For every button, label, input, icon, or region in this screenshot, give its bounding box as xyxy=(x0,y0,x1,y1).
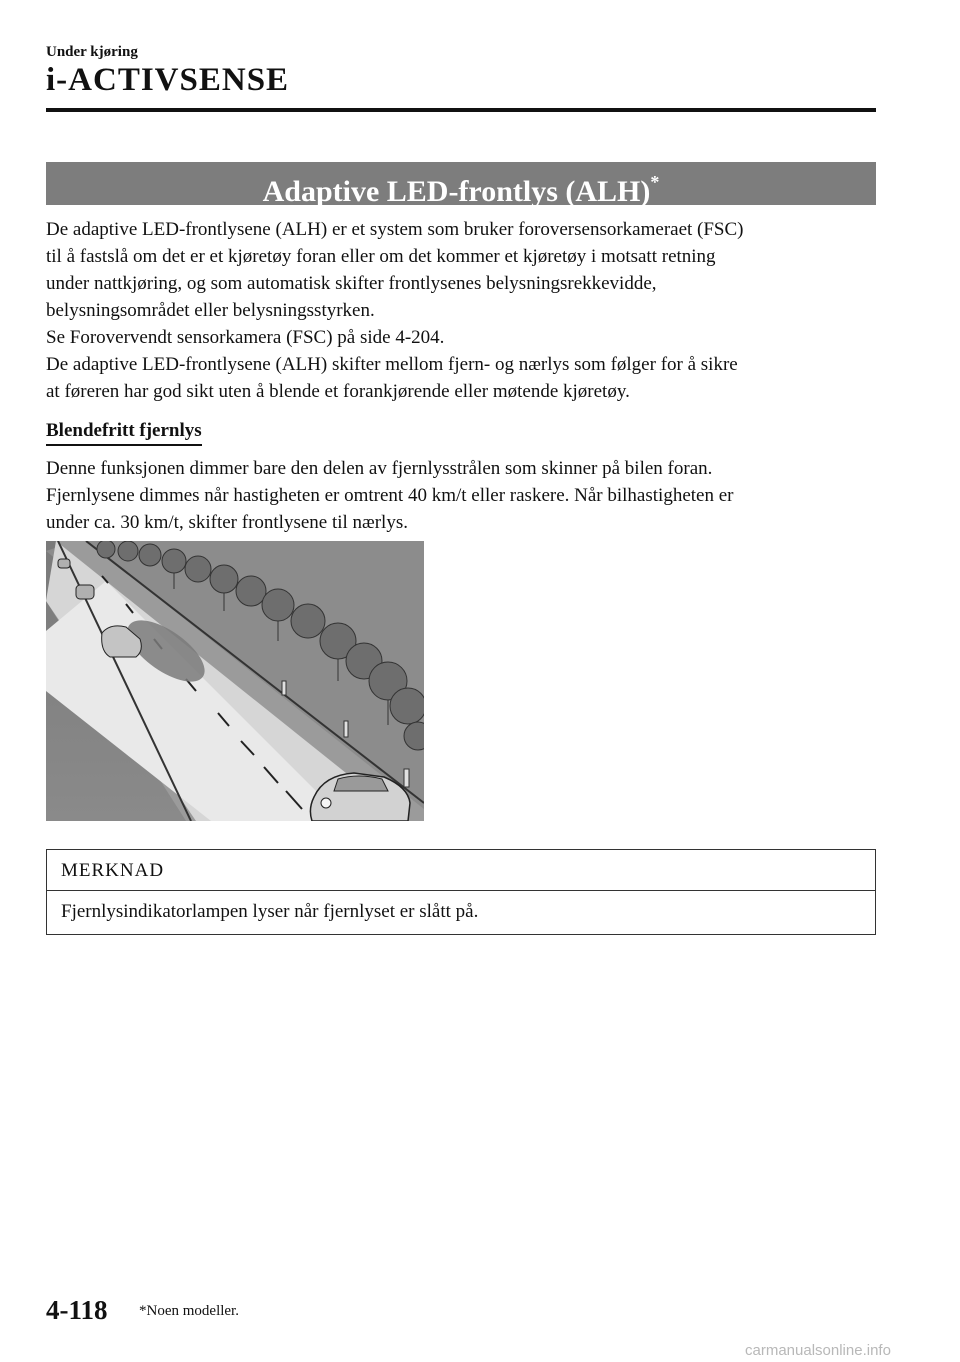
text-line: De adaptive LED-frontlysene (ALH) skifter mellom fjern- og nærlys som følger for å sikre xyxy=(46,354,738,375)
note-text: Fjernlysindikatorlampen lyser når fjernlyset er slått på. xyxy=(61,901,479,922)
text-line: at føreren har god sikt uten å blende et forankjørende eller møtende kjøretøy. xyxy=(46,381,630,402)
section-banner xyxy=(46,162,876,208)
footnote: *Noen modeller. xyxy=(139,1303,239,1319)
page-number: 4-118 xyxy=(46,1295,108,1325)
text-line: De adaptive LED-frontlysene (ALH) er et system som bruker foroversensorkameraet (FSC) xyxy=(46,219,744,240)
intro-paragraph xyxy=(46,216,876,405)
availability-marker: * xyxy=(650,172,660,192)
subsection-paragraph xyxy=(46,455,876,536)
header-rule xyxy=(46,108,876,112)
cross-reference-line: Se Forovervendt sensorkamera (FSC) på side 4-204. xyxy=(46,327,445,348)
section-label: Under kjøring xyxy=(46,44,138,60)
text-line: Denne funksjonen dimmer bare den delen av fjernlysstrålen som skinner på bilen foran. xyxy=(46,458,713,479)
text-line: under ca. 30 km/t, skifter frontlysene til nærlys. xyxy=(46,512,408,533)
note-heading: MERKNAD xyxy=(47,850,875,891)
headlight-illustration xyxy=(46,541,424,821)
road-scene-graphic xyxy=(46,541,424,821)
text-line: belysningsområdet eller belysningsstyrken. xyxy=(46,300,375,321)
text-line: Fjernlysene dimmes når hastigheten er omtrent 40 km/t eller raskere. Når bilhastigheten er xyxy=(46,485,734,506)
text-line: til å fastslå om det er et kjøretøy foran eller om det kommer et kjøretøy i motsatt retning xyxy=(46,246,716,267)
banner-title: Adaptive LED-frontlys (ALH) xyxy=(262,175,651,208)
chapter-title: i-ACTIVSENSE xyxy=(46,62,290,98)
note-box xyxy=(46,849,876,935)
watermark: carmanualsonline.info xyxy=(745,1342,891,1359)
subsection-heading: Blendefritt fjernlys xyxy=(46,419,202,446)
text-line: under nattkjøring, og som automatisk skifter frontlysenes belysningsrekkevidde, xyxy=(46,273,657,294)
